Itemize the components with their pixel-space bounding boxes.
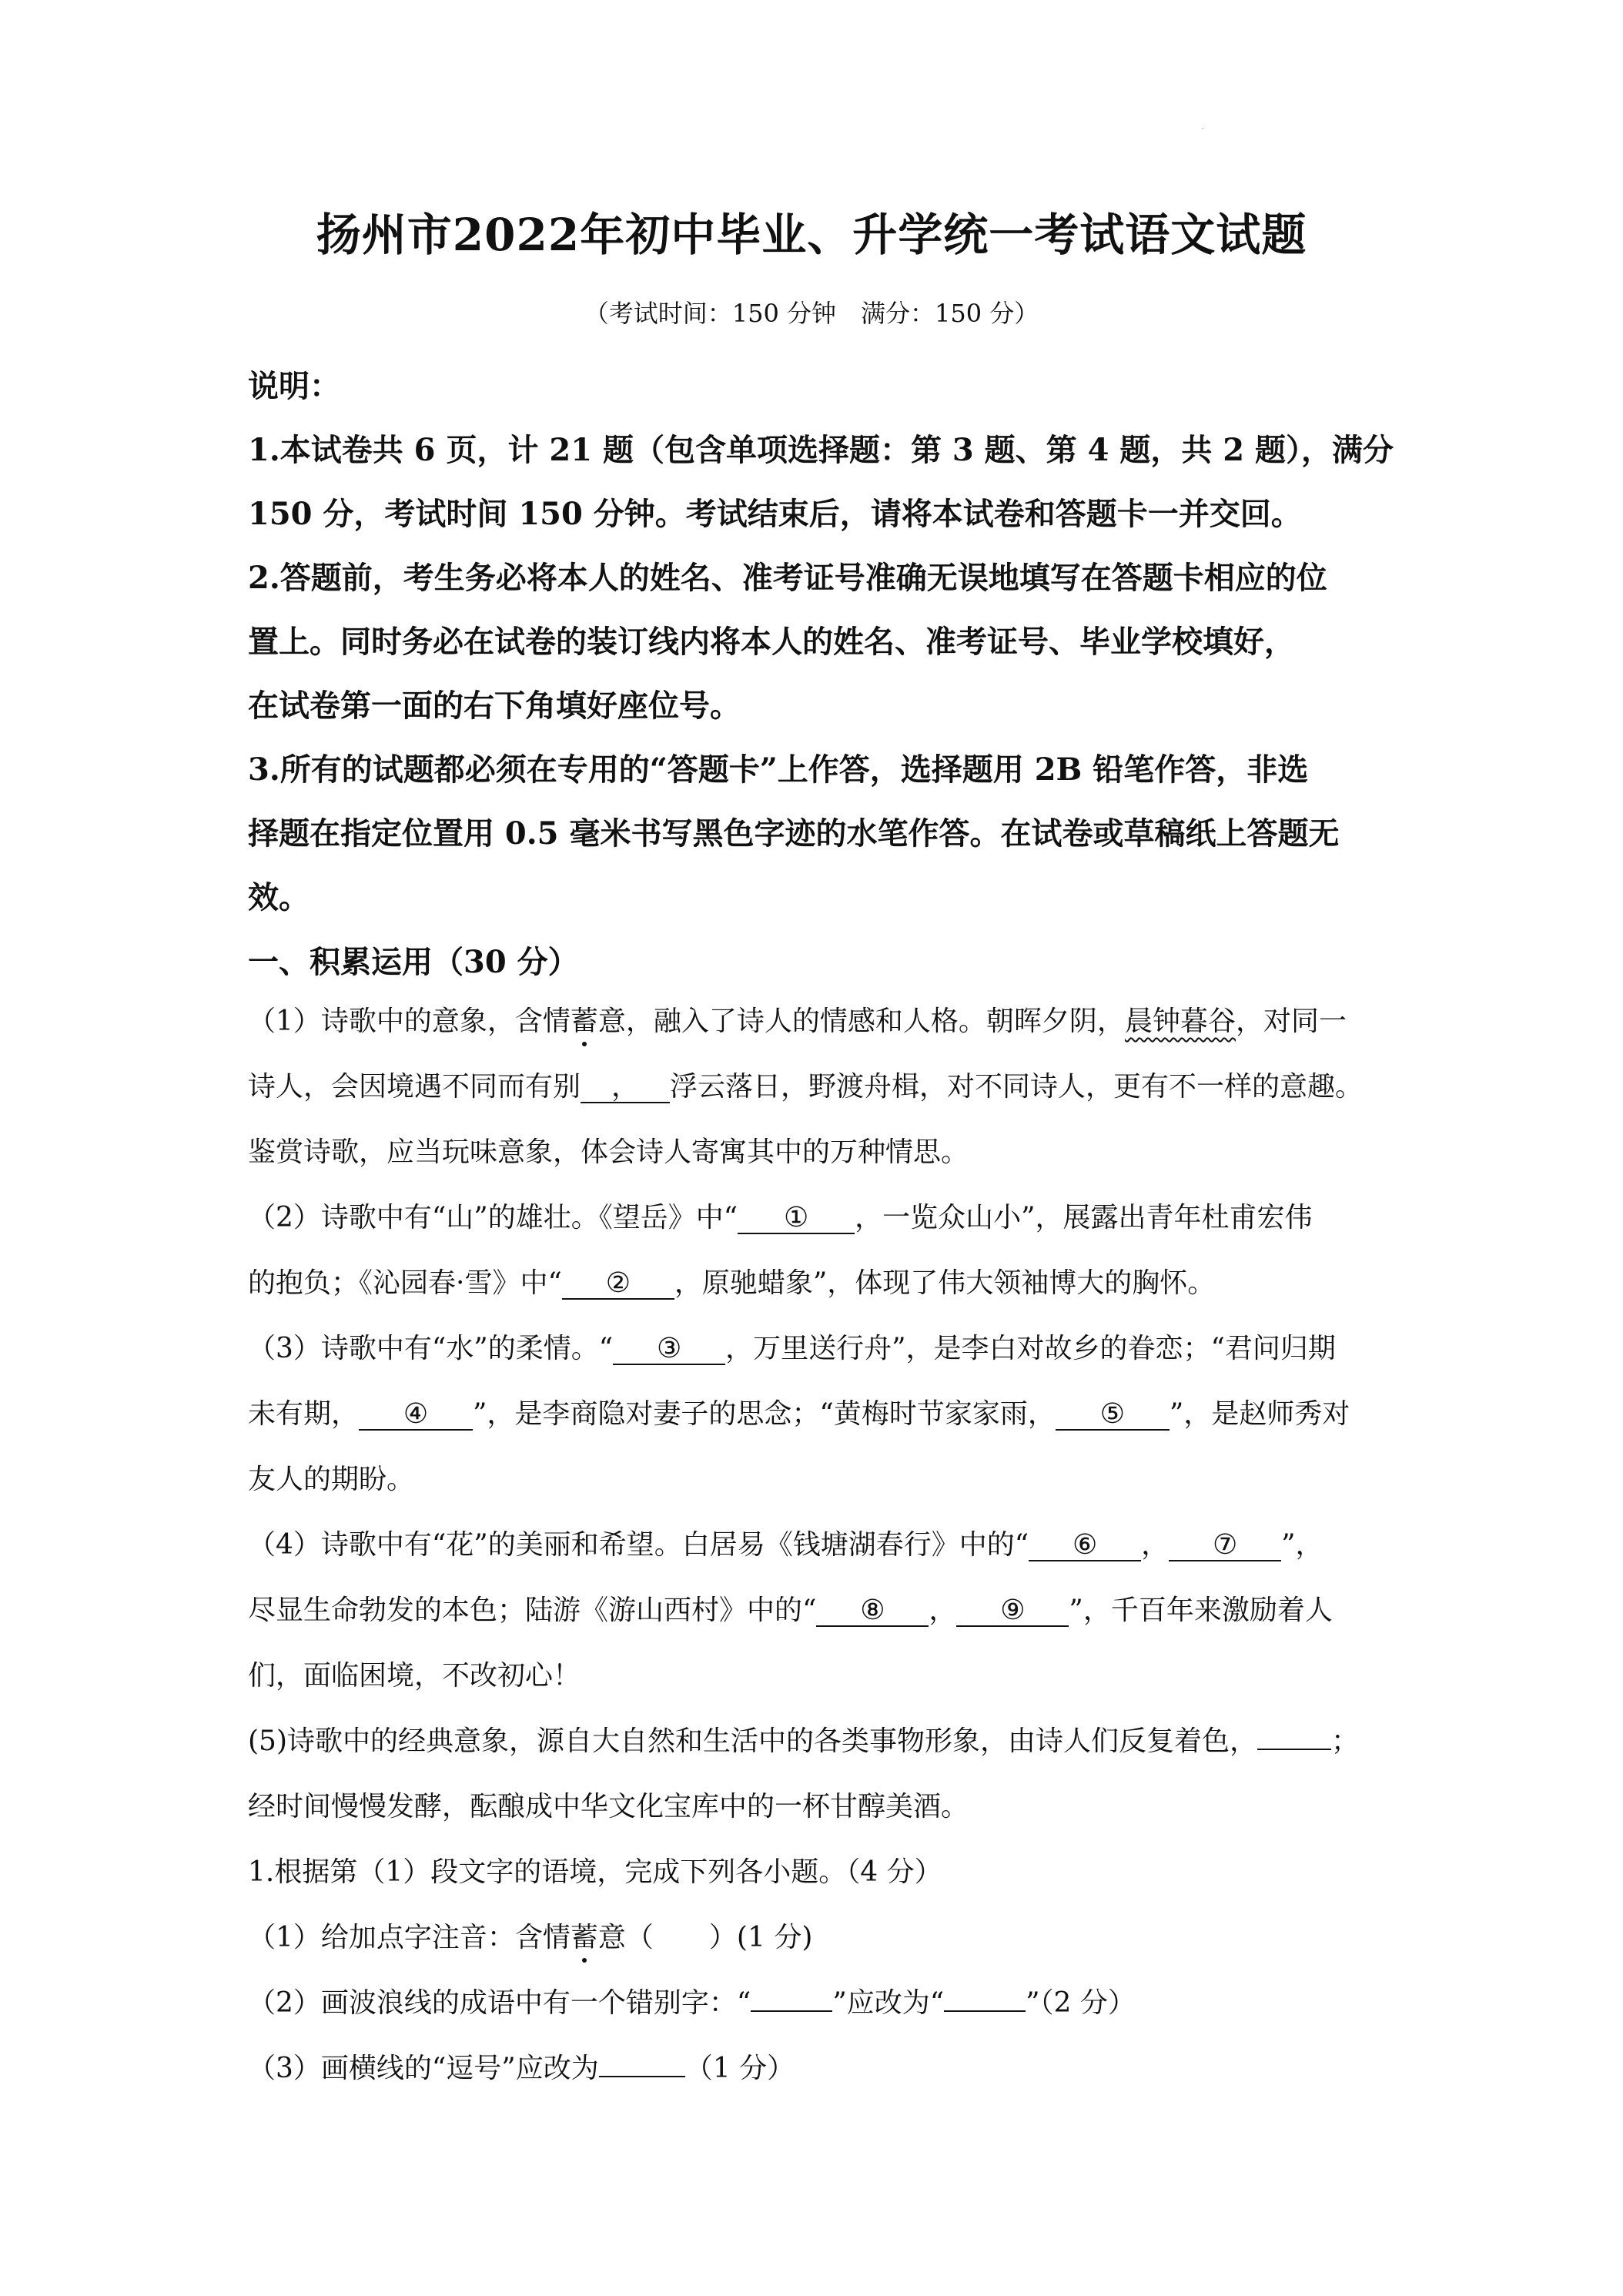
question-1-stem: 1.根据第（1）段文字的语境，完成下列各小题。（4 分）: [248, 1856, 942, 1888]
text-run: ，对同一: [1235, 1006, 1347, 1037]
text-run: 尽显生命勃发的本色；陆游《游山西村》中的“: [248, 1595, 817, 1626]
para-4-line-1: [248, 1523, 1323, 1562]
text-run: （1 分）: [684, 2053, 795, 2084]
exam-time-subtitle: （考试时间：150 分钟 满分：150 分）: [584, 299, 1039, 328]
text-run: ”应改为“: [832, 1987, 945, 2019]
text-run: ”，是李商隐对妻子的思念；“黄梅时节家家雨，: [473, 1398, 1056, 1430]
note-1-line-1: 1.本试卷共 6 页，计 21 题（包含单项选择题：第 3 题、第 4 题，共 2 题），满分: [248, 432, 1394, 468]
blank-5[interactable]: ⑤: [1056, 1400, 1170, 1431]
text-run: ，万里送行舟”，是李白对故乡的眷恋；“君问归期: [725, 1333, 1336, 1364]
para-4-line-2: [248, 1588, 1333, 1628]
note-1-line-2: 150 分，考试时间 150 分钟。考试结束后，请将本试卷和答题卡一并交回。: [248, 496, 1302, 532]
para-5-line-2: 经时间慢慢发酵，酝酿成中华文化宝库中的一杯甘醇美酒。: [248, 1791, 969, 1822]
underlined-comma: ，: [581, 1073, 670, 1103]
text-run: 意（ ）(1 分): [597, 1922, 813, 1953]
para-4-line-3: 们，面临困境，不改初心！: [248, 1660, 581, 1692]
text-run: （1）给加点字注音：含情: [248, 1922, 571, 1953]
para-2-line-2: [248, 1261, 1215, 1300]
text-run: ；: [1331, 1725, 1360, 1757]
para-3-line-1: [248, 1327, 1336, 1366]
blank-8[interactable]: ⑧: [816, 1596, 929, 1627]
corner-mark: ·: [1201, 123, 1204, 134]
text-run: （3）画横线的“逗号”应改为: [248, 2053, 599, 2084]
para-3-line-2: [248, 1392, 1350, 1431]
text-run: ，: [929, 1595, 957, 1626]
question-1-sub-3: [248, 2047, 795, 2086]
question-1-sub-1: [248, 1916, 812, 1955]
para-1-line-2: [248, 1065, 1363, 1104]
page-title: 扬州市2022年初中毕业、升学统一考试语文试题: [316, 209, 1307, 261]
wrong-char-blank[interactable]: [751, 2010, 832, 2012]
text-run: ，: [1141, 1529, 1170, 1561]
text-run: ，一览众山小”，展露出青年杜甫宏伟: [855, 1202, 1313, 1233]
blank-3[interactable]: ③: [613, 1334, 725, 1365]
text-run: （1）诗歌中的意象，含情: [248, 1006, 571, 1037]
note-2-line-2: 置上。同时务必在试卷的装订线内将本人的姓名、准考证号、毕业学校填好，: [248, 624, 1295, 660]
text-run: （2）诗歌中有“山”的雄壮。《望岳》中“: [248, 1202, 738, 1233]
note-3-line-3: 效。: [248, 879, 310, 915]
blank-1[interactable]: ①: [738, 1203, 855, 1234]
question-1-sub-2: [248, 1981, 1136, 2020]
blank-7[interactable]: ⑦: [1169, 1531, 1281, 1561]
wavy-underlined-idiom: 晨钟暮谷: [1124, 1006, 1236, 1037]
para-3-line-3: 友人的期盼。: [248, 1464, 415, 1495]
note-3-line-1: 3.所有的试题都必须在专用的“答题卡”上作答，选择题用 2B 铅笔作答，非选: [248, 751, 1309, 788]
text-run: ，原驰蜡象”，体现了伟大领袖博大的胸怀。: [674, 1267, 1216, 1299]
text-run: 的抱负；《沁园春·雪》中“: [248, 1267, 562, 1299]
para-2-line-1: [248, 1196, 1313, 1235]
para-5-line-1: [248, 1719, 1359, 1759]
text-run: 浮云落日，野渡舟楫，对不同诗人，更有不一样的意趣。: [670, 1071, 1364, 1103]
blank-6[interactable]: ⑥: [1029, 1531, 1141, 1561]
correct-char-blank[interactable]: [944, 2010, 1026, 2012]
text-run: ”，: [1281, 1529, 1323, 1561]
text-run: （3）诗歌中有“水”的柔情。“: [248, 1333, 614, 1364]
text-run: （2）画波浪线的成语中有一个错别字：“: [248, 1987, 751, 2019]
notes-heading: 说明：: [248, 368, 340, 404]
text-run: (5)诗歌中的经典意象，源自大自然和生活中的各类事物形象，由诗人们反复着色，: [248, 1725, 1257, 1757]
dotted-character: 蓄: [570, 1922, 598, 1953]
blank-4[interactable]: ④: [359, 1400, 473, 1431]
text-run: ”，是赵师秀对: [1169, 1398, 1350, 1430]
note-3-line-2: 择题在指定位置用 0.5 毫米书写黑色字迹的水笔作答。在试卷或草稿纸上答题无: [248, 815, 1340, 852]
blank-9[interactable]: ⑨: [956, 1596, 1069, 1627]
blank-10[interactable]: [1257, 1749, 1331, 1750]
note-2-line-1: 2.答题前，考生务必将本人的姓名、准考证号准确无误地填写在答题卡相应的位: [248, 560, 1327, 596]
dotted-character: 蓄: [570, 1006, 598, 1037]
text-run: 未有期，: [248, 1398, 360, 1430]
section-1-heading: 一、积累运用（30 分）: [248, 944, 579, 980]
text-run: 意，融入了诗人的情感和人格。朝晖夕阴，: [597, 1006, 1125, 1037]
punctuation-blank[interactable]: [599, 2076, 685, 2077]
text-run: （4）诗歌中有“花”的美丽和希望。白居易《钱塘湖春行》中的“: [248, 1529, 1029, 1561]
text-run: 诗人，会因境遇不同而有别: [248, 1071, 581, 1103]
para-1-line-3: 鉴赏诗歌，应当玩味意象，体会诗人寄寓其中的万种情思。: [248, 1136, 969, 1168]
text-run: ”，千百年来激励着人: [1069, 1595, 1333, 1626]
para-1-line-1: [248, 999, 1347, 1039]
blank-2[interactable]: ②: [562, 1269, 674, 1300]
text-run: ”（2 分）: [1026, 1987, 1136, 2019]
note-2-line-3: 在试卷第一面的右下角填好座位号。: [248, 688, 741, 724]
